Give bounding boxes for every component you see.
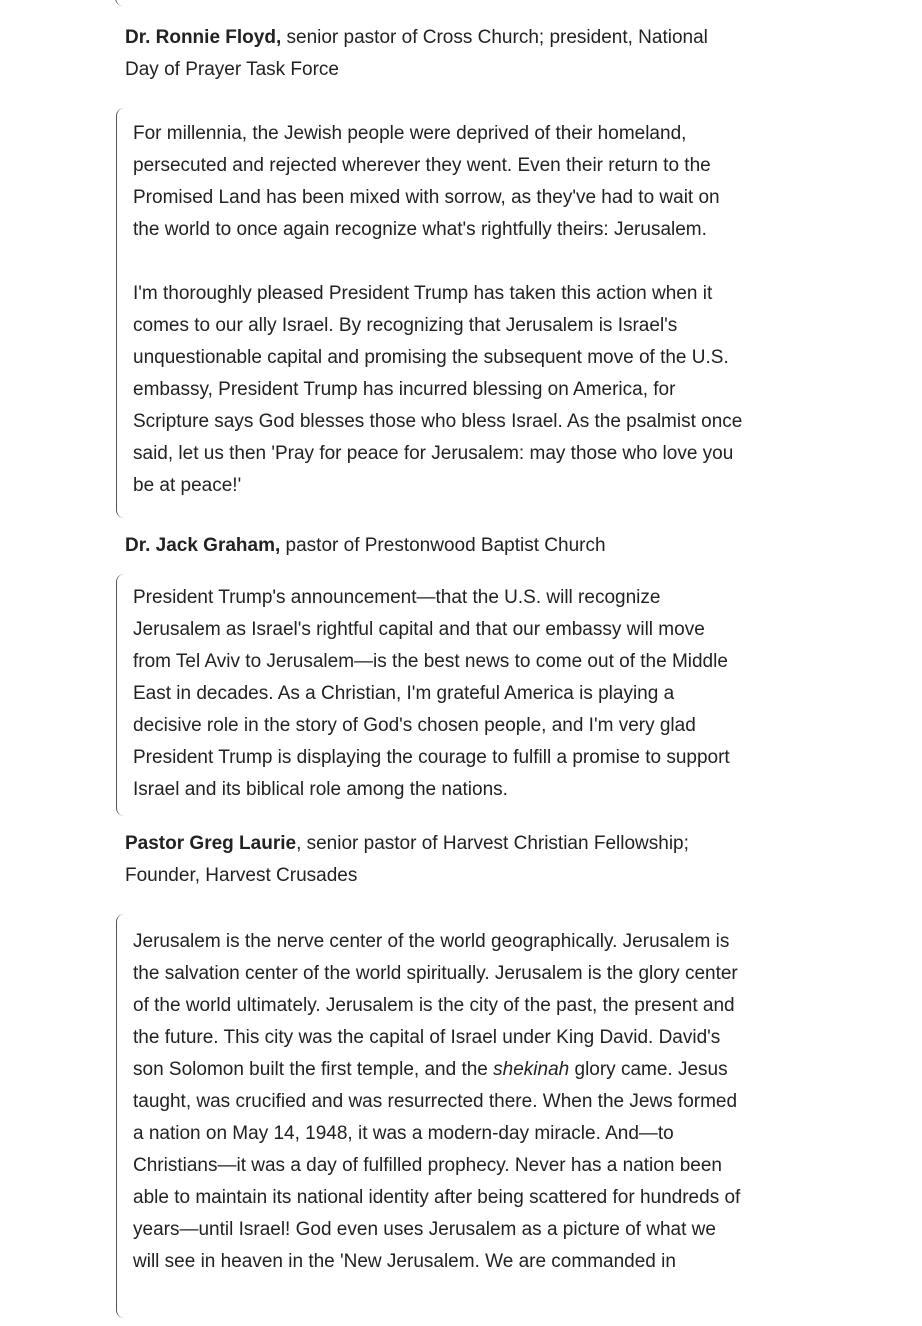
article-body — [125, 22, 745, 1318]
speaker-name: Dr. Jack Graham, — [125, 535, 281, 556]
speaker-name: Dr. Ronnie Floyd, — [125, 27, 282, 48]
attribution-jack-graham — [125, 530, 745, 562]
quote-italic-term: shekinah — [493, 1059, 570, 1080]
quote-text-end: glory came. Jesus taught, was crucified and was resurrected there. When the Jews formed a nation on May 14, 1948, it was a modern-day miracle. And—to Christians—it was a day of fulfilled prophecy. Never has a nation been able to maintain its national identity after being scattered for hundreds of years—until Israel! God even uses Jerusalem as a picture of what we will see in heaven in the 'New Jerusalem. We are commanded in — [133, 1059, 741, 1272]
quote-ronnie-floyd — [116, 108, 745, 518]
quote-text-start: Jerusalem is the nerve center of the world geographically. Jerusalem is the salvation center of the world spiritually. Jerusalem is the glory center of the world ultimately. Jerusalem is the city of the past, the present and the future. This city was the capital of Israel under King David. David's son Solomon built the first temple, and the — [133, 931, 738, 1080]
attribution-greg-laurie — [125, 828, 745, 892]
quote-greg-laurie — [116, 914, 745, 1318]
quote-jack-graham — [116, 574, 745, 816]
quote-paragraph — [133, 926, 745, 1278]
speaker-name: Pastor Greg Laurie — [125, 833, 297, 854]
speaker-title: senior pastor of Cross Church; president, National Day of Prayer Task Force — [125, 27, 708, 80]
quote-paragraph: For millennia, the Jewish people were deprived of their homeland, persecuted and rejected wherever they went. Even their return to the Promised Land has been mixed with sorrow, as they've had to wait on the world to once again recognize what's rightfully theirs: Jerusalem. — [133, 123, 720, 240]
quote-paragraph: I'm thoroughly pleased President Trump has taken this action when it comes to our ally Israel. By recognizing that Jerusalem is Israel's unquestionable capital and promising the subsequent move of the U.S. embassy, President Trump has incurred blessing on America, for Scripture says God blesses those who bless Israel. As the psalmist once said, let us then 'Pray for peace for Jerusalem: may those who love you be at peace!' — [133, 283, 743, 496]
attribution-ronnie-floyd — [125, 22, 745, 86]
blockquote-border-fragment — [115, 0, 126, 6]
speaker-title: pastor of Prestonwood Baptist Church — [280, 535, 606, 556]
speaker-title: , senior pastor of Harvest Christian Fellowship; Founder, Harvest Crusades — [125, 833, 689, 886]
quote-paragraph: President Trump's announcement—that the U.S. will recognize Jerusalem as Israel's rightful capital and that our embassy will move from Tel Aviv to Jerusalem—is the best news to come out of the Middle East in decades. As a Christian, I'm grateful America is playing a decisive role in the story of God's chosen people, and I'm very glad President Trump is displaying the courage to fulfill a promise to support Israel and its biblical role among the nations. — [133, 587, 730, 800]
